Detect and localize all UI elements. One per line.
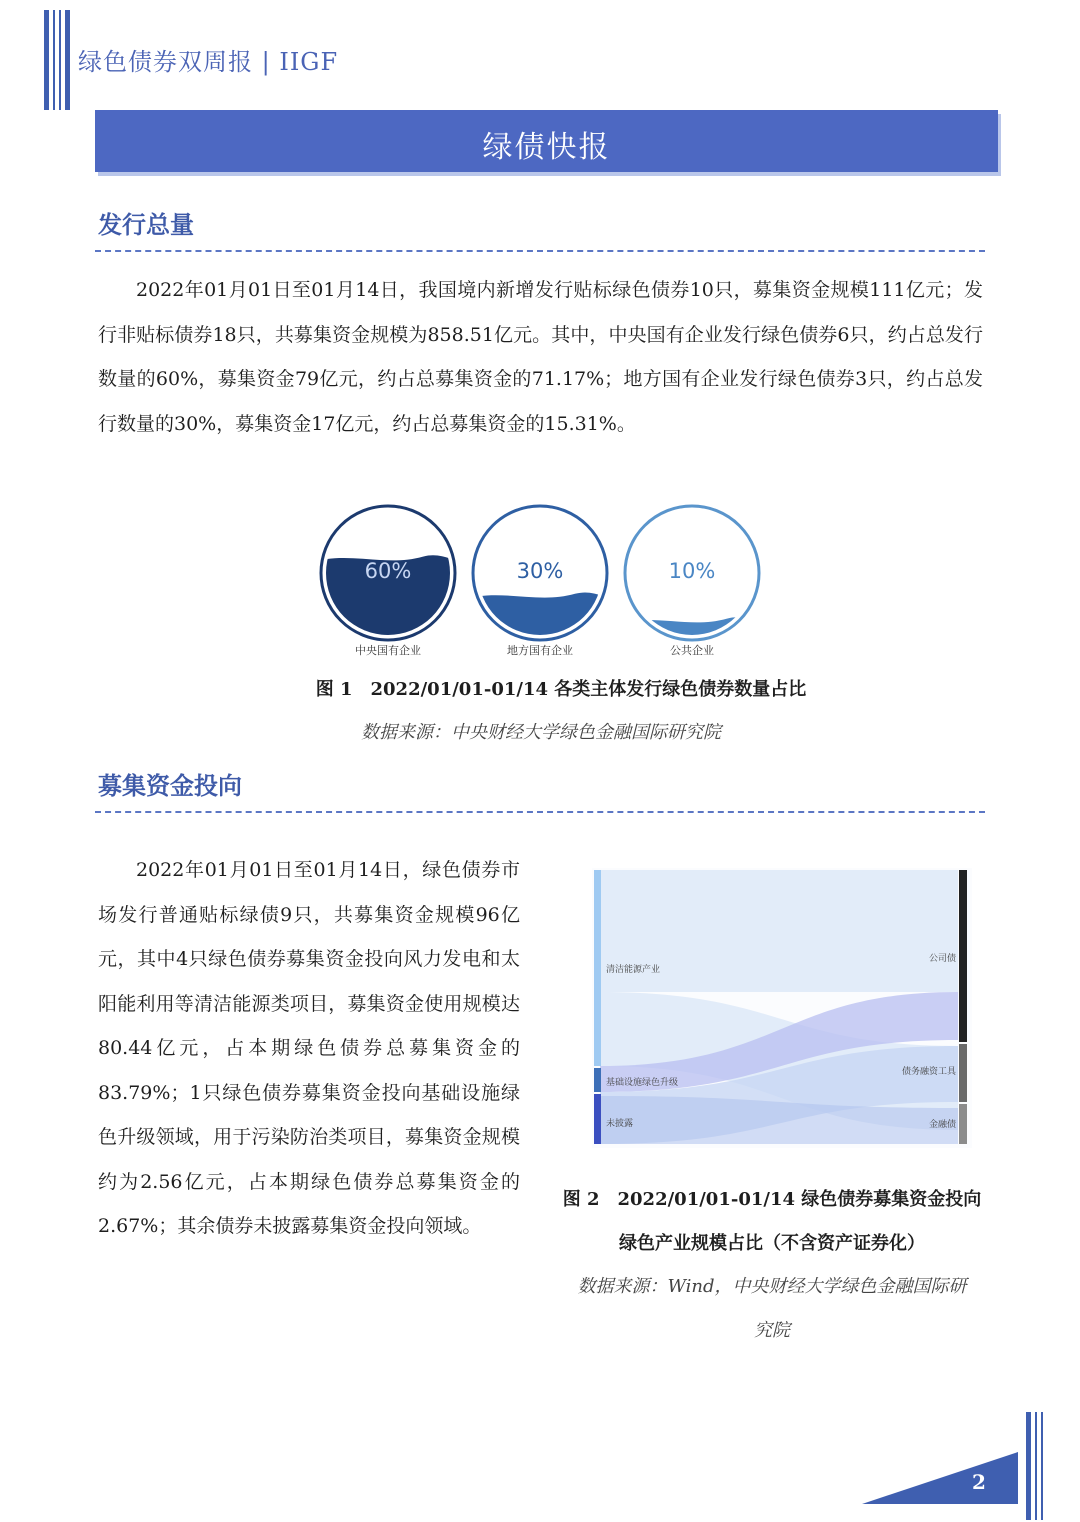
proceeds-text: 2022年01月01日至01月14日，绿色债券市场发行普通贴标绿债9只，共募集资金规模96亿元，其中4只绿色债券募集资金投向风力发电和太阳能利用等清洁能源类项目，募集资金使用规模达80.44亿元，占本期绿色债券总募集资金的83.79%；1只绿色债券募集资金投向基础设施绿色升级领域，用于污染防治类项目，募集资金规模约为2.56亿元，占本期绿色债券总募集资金的2.67%；其余债券未披露募集资金投向领域。 bbox=[98, 859, 520, 1237]
node-infrastructure bbox=[594, 1068, 601, 1092]
gauge-central-soe bbox=[318, 503, 458, 663]
section-heading-issuance: 发行总量 bbox=[98, 211, 194, 239]
node-label-debt-financing: 债务融资工具 bbox=[901, 1067, 956, 1077]
node-undisclosed bbox=[594, 1094, 601, 1144]
header-title: 绿色债券双周报 | IIGF bbox=[78, 48, 339, 76]
gauge-public-enterprise bbox=[622, 503, 762, 663]
node-label-clean-energy: 清洁能源产业 bbox=[606, 965, 661, 975]
node-financial-bond bbox=[959, 1104, 967, 1144]
banner bbox=[95, 110, 998, 172]
node-label-financial-bond: 金融债 bbox=[928, 1120, 956, 1130]
node-clean-energy bbox=[594, 870, 601, 1066]
sankey-graphic bbox=[592, 868, 972, 1148]
gauge-percent: 10% bbox=[668, 559, 716, 583]
gauge-label: 地方国有企业 bbox=[507, 644, 573, 657]
figure2-caption-line2: 绿色产业规模占比（不含资产证券化） bbox=[619, 1233, 925, 1254]
node-label-corporate-bond: 公司债 bbox=[928, 954, 956, 964]
gauge-label: 公共企业 bbox=[670, 644, 714, 657]
gauge-local-soe bbox=[470, 503, 610, 663]
section-heading-use-of-proceeds: 募集资金投向 bbox=[98, 772, 242, 800]
gauge-percent: 60% bbox=[364, 559, 412, 583]
figure2-caption-line1: 图 2 2022/01/01-01/14 绿色债券募集资金投向 bbox=[562, 1189, 982, 1210]
page-number: 2 bbox=[972, 1470, 986, 1494]
node-debt-financing-instrument bbox=[959, 1044, 967, 1102]
header-decoration bbox=[44, 10, 70, 110]
node-corporate-bond bbox=[959, 870, 967, 1042]
section-divider bbox=[95, 250, 985, 252]
figure1-source: 数据来源：中央财经大学绿色金融国际研究院 bbox=[361, 722, 721, 743]
figure2-source-line1: 数据来源：Wind，中央财经大学绿色金融国际研 bbox=[577, 1276, 967, 1297]
figure2-source-line2: 究院 bbox=[754, 1320, 790, 1341]
node-label-infrastructure: 基础设施绿色升级 bbox=[606, 1078, 679, 1088]
page-corner-triangle bbox=[862, 1448, 1022, 1506]
figure1-caption: 图 1 2022/01/01-01/14 各类主体发行绿色债券数量占比 bbox=[315, 679, 807, 700]
section-divider bbox=[95, 811, 985, 813]
gauge-label: 中央国有企业 bbox=[355, 644, 421, 657]
footer-decoration bbox=[1026, 1412, 1043, 1520]
node-label-undisclosed: 未披露 bbox=[606, 1119, 634, 1129]
banner-title: 绿债快报 bbox=[482, 130, 611, 165]
proceeds-paragraph bbox=[98, 848, 520, 1249]
issuance-text: 2022年01月01日至01月14日，我国境内新增发行贴标绿色债券10只，募集资金规模111亿元；发行非贴标债券18只，共募集资金规模为858.51亿元。其中，中央国有企业发行绿色债券6只，约占总发行数量的60%，募集资金79亿元，约占总募集资金的71.17%；地方国有企业发行绿色债券3只，约占总发行数量的30%，募集资金17亿元，约占总募集资金的15.31%。 bbox=[98, 279, 983, 435]
gauge-percent: 30% bbox=[516, 559, 564, 583]
figure2-sankey bbox=[592, 868, 972, 1148]
issuance-paragraph bbox=[98, 268, 983, 446]
figure1-gauges bbox=[318, 503, 768, 663]
